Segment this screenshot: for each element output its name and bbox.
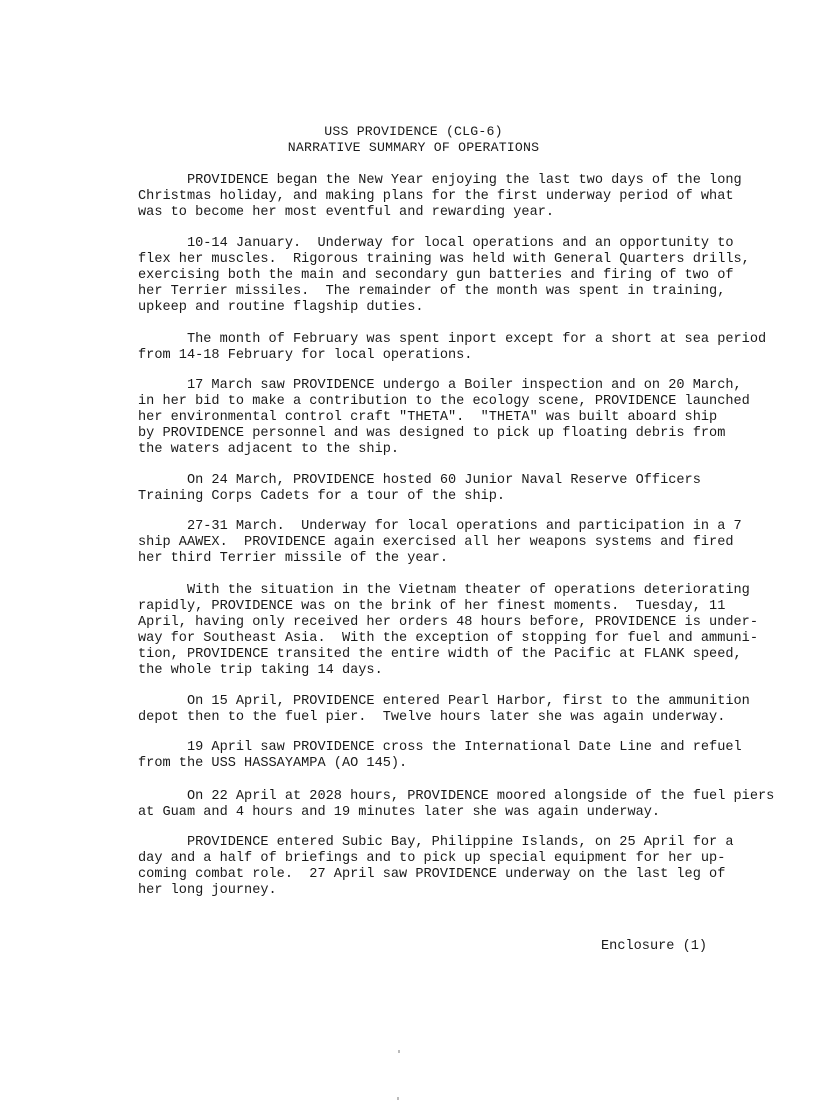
paragraph-line: from the USS HASSAYAMPA (AO 145). — [138, 755, 408, 771]
paragraph-line: Training Corps Cadets for a tour of the ship. — [138, 488, 506, 504]
paragraph-line: by PROVIDENCE personnel and was designed to pick up floating debris from — [138, 425, 726, 441]
enclosure-label: Enclosure (1) — [601, 939, 708, 954]
paragraph-line: from 14-18 February for local operations. — [138, 347, 473, 363]
paragraph-line: 10-14 January. Underway for local operations and an opportunity to — [138, 236, 734, 251]
paragraph — [138, 378, 750, 458]
paragraph — [138, 473, 744, 505]
paragraph-line: Christmas holiday, and making plans for the first underway period of what — [138, 188, 734, 204]
paragraph-line: 17 March saw PROVIDENCE undergo a Boiler inspection and on 20 March, — [138, 378, 742, 393]
paragraph — [138, 583, 758, 678]
paragraph-line: coming combat role. 27 April saw PROVIDENCE underway on the last leg of — [138, 866, 726, 882]
paragraph-line: tion, PROVIDENCE transited the entire width of the Pacific at FLANK speed, — [138, 646, 742, 662]
paragraph-line: in her bid to make a contribution to the ecology scene, PROVIDENCE launched — [138, 393, 750, 409]
paragraph-line: the whole trip taking 14 days. — [138, 662, 383, 678]
paragraph — [138, 789, 775, 821]
paragraph-line: PROVIDENCE entered Subic Bay, Philippine Islands, on 25 April for a — [138, 835, 734, 850]
paragraph-line: her environmental control craft "THETA". "THETA" was built aboard ship — [138, 409, 718, 425]
paragraph-line: April, having only received her orders 48 hours before, PROVIDENCE is under- — [138, 614, 758, 630]
paragraph-line: On 15 April, PROVIDENCE entered Pearl Harbor, first to the ammunition — [138, 694, 750, 709]
paragraph-line: depot then to the fuel pier. Twelve hours later she was again underway. — [138, 709, 726, 725]
paragraph-line: was to become her most eventful and rewarding year. — [138, 204, 555, 220]
paragraph-line: The month of February was spent inport except for a short at sea period — [138, 332, 767, 347]
paragraph — [138, 173, 744, 221]
paragraph-line: day and a half of briefings and to pick up special equipment for her up- — [138, 850, 726, 866]
scan-speck — [397, 1097, 399, 1100]
paragraph-line: flex her muscles. Rigorous training was held with General Quarters drills, — [138, 251, 750, 267]
paragraph — [138, 236, 750, 316]
paragraph-line: way for Southeast Asia. With the exception of stopping for fuel and ammuni- — [138, 630, 758, 646]
paragraph — [138, 694, 750, 726]
paragraph-line: 27-31 March. Underway for local operations and participation in a 7 — [138, 519, 742, 534]
paragraph-line: On 24 March, PROVIDENCE hosted 60 Junior Naval Reserve Officers — [138, 473, 701, 488]
paragraph-line: at Guam and 4 hours and 19 minutes later she was again underway. — [138, 804, 661, 820]
paragraph-line: upkeep and routine flagship duties. — [138, 299, 424, 315]
paragraph-line: PROVIDENCE began the New Year enjoying the last two days of the long — [138, 173, 742, 188]
paragraph-line: rapidly, PROVIDENCE was on the brink of her finest moments. Tuesday, 11 — [138, 598, 726, 614]
document-title: USS PROVIDENCE (CLG-6) — [324, 124, 503, 139]
paragraph-line: her third Terrier missile of the year. — [138, 550, 448, 566]
paragraph — [138, 332, 767, 364]
paragraph-line: her long journey. — [138, 882, 277, 898]
paragraph-line: ship AAWEX. PROVIDENCE again exercised all her weapons systems and fired — [138, 534, 734, 550]
paragraph — [138, 740, 744, 772]
document-subtitle: NARRATIVE SUMMARY OF OPERATIONS — [287, 140, 540, 155]
paragraph-line: her Terrier missiles. The remainder of the month was spent in training, — [138, 283, 726, 299]
paragraph — [138, 519, 744, 567]
paragraph — [138, 835, 744, 899]
paragraph-line: 19 April saw PROVIDENCE cross the International Date Line and refuel — [138, 740, 742, 755]
scan-speck — [398, 1050, 400, 1053]
paragraph-line: On 22 April at 2028 hours, PROVIDENCE moored alongside of the fuel piers — [138, 789, 775, 804]
paragraph-line: exercising both the main and secondary gun batteries and firing of two of — [138, 267, 734, 283]
paragraph-line: With the situation in the Vietnam theater of operations deteriorating — [138, 583, 750, 598]
paragraph-line: the waters adjacent to the ship. — [138, 441, 400, 457]
